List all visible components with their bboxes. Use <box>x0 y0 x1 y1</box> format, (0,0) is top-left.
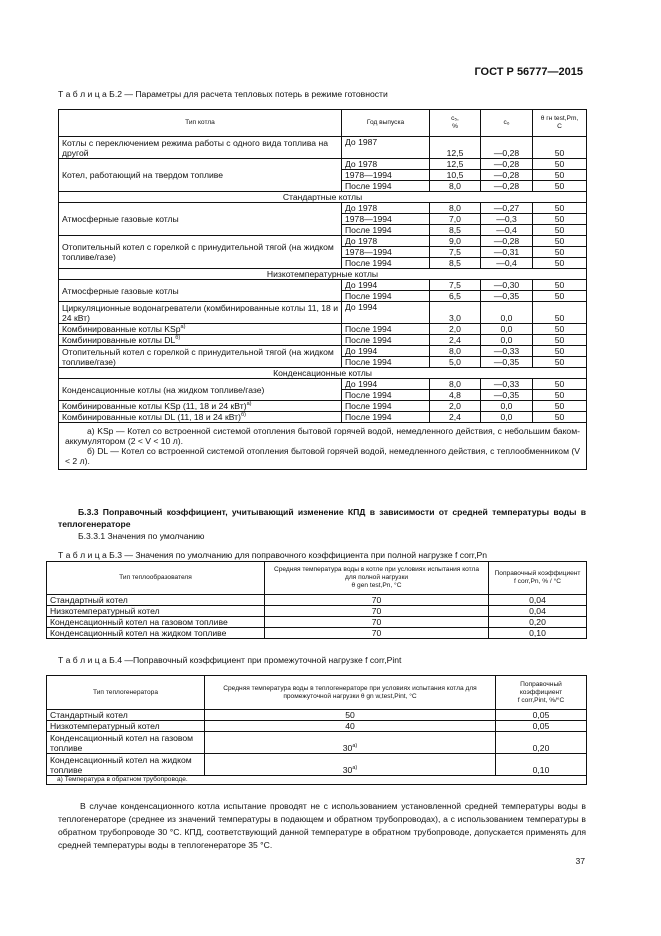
cell-c5: 12,5 <box>430 159 481 170</box>
cell-type: Стандартный котел <box>47 595 265 606</box>
cell-c5: 8,5 <box>430 258 481 269</box>
table-row <box>47 754 587 776</box>
table-row <box>47 617 587 628</box>
cell-coef: 0,05 <box>496 721 587 732</box>
col-header-temp: Средняя температура воды в котле при условиях испытания котла для полной нагрузки θ gen test,Pn, °C <box>265 562 489 595</box>
cell-theta: 50 <box>533 225 587 236</box>
section-row <box>59 269 587 280</box>
col-header-type: Тип теплогенератора <box>47 676 205 710</box>
table-b2 <box>58 109 587 470</box>
cell-c5: 4,8 <box>430 390 481 401</box>
cell-c6: —0,28 <box>481 137 533 159</box>
cell-temp: $30^{а)}$ <box>205 732 496 754</box>
cell-c6: 0,0 <box>481 401 533 412</box>
table-row <box>59 324 587 335</box>
cell-c5: 8,0 <box>430 346 481 357</box>
cell-c6: 0,0 <box>481 302 533 324</box>
col-header-year: Год выпуска <box>342 110 430 137</box>
cell-c5: 6,5 <box>430 291 481 302</box>
cell-year: До 1994 <box>342 302 430 324</box>
cell-year: До 1978 <box>342 203 430 214</box>
section-row <box>59 368 587 379</box>
cell-c6: 0,0 <box>481 335 533 346</box>
cell-c6: —0,28 <box>481 170 533 181</box>
cell-c6: —0,33 <box>481 379 533 390</box>
cell-c5: 7,5 <box>430 247 481 258</box>
cell-type: Конденсационный котел на газовом топливе <box>47 617 265 628</box>
table-notes-row <box>47 776 587 785</box>
row-name: Комбинированные котлы DL (11, 18 и 24 кВт)$^{б)}$ <box>59 412 342 423</box>
cell-type: Низкотемпературный котел <box>47 721 205 732</box>
cell-year: До 1994 <box>342 280 430 291</box>
cell-temp: 40 <box>205 721 496 732</box>
row-name: Отопительный котел с горелкой с принудительной тягой (на жидком топливе/газе) <box>59 236 342 269</box>
cell-theta: 50 <box>533 137 587 159</box>
col-header-type: Тип теплообразователя <box>47 562 265 595</box>
table-row <box>59 346 587 357</box>
cell-year: До 1994 <box>342 346 430 357</box>
cell-theta: 50 <box>533 335 587 346</box>
col-header-c6: c₆ <box>481 110 533 137</box>
cell-coef: 0,20 <box>489 617 587 628</box>
document-header: ГОСТ Р 56777—2015 <box>474 66 583 78</box>
section-standard-boilers: Стандартные котлы <box>59 192 587 203</box>
table-row <box>59 236 587 247</box>
row-name: Атмосферные газовые котлы <box>59 280 342 302</box>
closing-paragraph: В случае конденсационного котла испытание проводят не с использованием установленной средней температуры воды в теплогенераторе (среднее из значений температуры в подающем и обратном трубопроводах), а с использованием температуры в обратном трубопроводе 30 °С. КПД, соответствующий данной температуре в обратном трубопроводе, допускается применять для средней температуры воды в теплогенераторе 35 °С. <box>58 801 586 850</box>
section-low-temperature-boilers: Низкотемпературные котлы <box>59 269 587 280</box>
cell-c6: —0,27 <box>481 203 533 214</box>
cell-c6: —0,3 <box>481 214 533 225</box>
table-notes <box>59 423 587 470</box>
row-name: Циркуляционные водонагреватели (комбинированные котлы 11, 18 и 24 кВт) <box>59 302 342 324</box>
cell-c5: 8,0 <box>430 203 481 214</box>
row-name: Комбинированные котлы KSp (11, 18 и 24 кВт)$^{а)}$ <box>59 401 342 412</box>
cell-year: До 1994 <box>342 379 430 390</box>
table-row <box>59 379 587 390</box>
cell-year: До 1978 <box>342 159 430 170</box>
cell-coef: 0,10 <box>489 628 587 639</box>
cell-c5: 8,0 <box>430 379 481 390</box>
cell-theta: 50 <box>533 412 587 423</box>
cell-c5: 7,5 <box>430 280 481 291</box>
table-row <box>59 302 587 324</box>
cell-theta: 50 <box>533 401 587 412</box>
row-name: Конденсационные котлы (на жидком топливе/газе) <box>59 379 342 401</box>
table-row <box>59 137 587 159</box>
cell-theta: 50 <box>533 159 587 170</box>
cell-year: После 1994 <box>342 412 430 423</box>
col-header-coef: Поправочный коэффициент f corr,Pn, % / °C <box>489 562 587 595</box>
cell-coef: 0,10 <box>496 754 587 776</box>
cell-c6: —0,35 <box>481 390 533 401</box>
cell-c5: 2,4 <box>430 412 481 423</box>
table-b2-caption: Т а б л и ц а Б.2 — Параметры для расчета тепловых потерь в режиме готовности <box>58 89 388 99</box>
cell-year: До 1978 <box>342 236 430 247</box>
cell-year: 1978—1994 <box>342 214 430 225</box>
table-notes-row <box>59 423 587 470</box>
table-b3-caption: Т а б л и ц а Б.3 — Значения по умолчанию для поправочного коэффициента при полной нагрузке f corr,Pn <box>58 550 488 560</box>
table-b4-footnote: а) Температура в обратном трубопроводе. <box>47 776 587 785</box>
cell-coef: 0,04 <box>489 606 587 617</box>
cell-temp: $30^{а)}$ <box>205 754 496 776</box>
table-b4 <box>46 675 587 785</box>
col-header-temp: Средняя температура воды в теплогенераторе при условиях испытания котла для промежуточной нагрузки θ gn w,test,Pint, °C <box>205 676 496 710</box>
cell-year: После 1994 <box>342 291 430 302</box>
cell-c5: 2,0 <box>430 401 481 412</box>
cell-year: После 1994 <box>342 401 430 412</box>
cell-temp: 70 <box>265 628 489 639</box>
section-row <box>59 192 587 203</box>
cell-temp: 70 <box>265 606 489 617</box>
table-row <box>47 595 587 606</box>
cell-c6: —0,30 <box>481 280 533 291</box>
cell-year: 1978—1994 <box>342 247 430 258</box>
cell-temp: 70 <box>265 595 489 606</box>
table-row <box>47 628 587 639</box>
cell-theta: 50 <box>533 302 587 324</box>
table-header-row <box>47 562 587 595</box>
cell-c5: 2,0 <box>430 324 481 335</box>
cell-c5: 3,0 <box>430 302 481 324</box>
cell-year: До 1987 <box>342 137 430 159</box>
table-row <box>47 721 587 732</box>
cell-theta: 50 <box>533 170 587 181</box>
table-row <box>59 159 587 170</box>
col-header-theta: θ гн test,Pm, C <box>533 110 587 137</box>
cell-temp: 70 <box>265 617 489 628</box>
cell-theta: 50 <box>533 357 587 368</box>
cell-c6: —0,4 <box>481 225 533 236</box>
table-b3 <box>46 561 587 639</box>
cell-theta: 50 <box>533 236 587 247</box>
cell-c6: —0,31 <box>481 247 533 258</box>
cell-c5: 12,5 <box>430 137 481 159</box>
cell-c5: 8,0 <box>430 181 481 192</box>
cell-coef: 0,04 <box>489 595 587 606</box>
cell-year: После 1994 <box>342 335 430 346</box>
subsection-heading-b331: Б.3.3.1 Значения по умолчанию <box>78 531 205 541</box>
cell-c6: —0,35 <box>481 291 533 302</box>
cell-c6: —0,35 <box>481 357 533 368</box>
cell-c5: 10,5 <box>430 170 481 181</box>
table-header-row <box>59 110 587 137</box>
col-header-type: Тип котла <box>59 110 342 137</box>
cell-temp: 50 <box>205 710 496 721</box>
cell-c5: 5,0 <box>430 357 481 368</box>
cell-year: 1978—1994 <box>342 170 430 181</box>
cell-type: Стандартный котел <box>47 710 205 721</box>
cell-theta: 50 <box>533 390 587 401</box>
cell-type: Конденсационный котел на жидком топливе <box>47 628 265 639</box>
footnote-b: б) DL — Котел со встроенной системой отопления бытовой горячей водой, немедленного действия, с теплообменником (V < 2 л). <box>65 446 580 466</box>
cell-c6: —0,4 <box>481 258 533 269</box>
cell-theta: 50 <box>533 181 587 192</box>
row-name: Комбинированные котлы KSp$^{а)}$ <box>59 324 342 335</box>
table-b4-caption: Т а б л и ц а Б.4 —Поправочный коэффициент при промежуточной нагрузке f corr,Pint <box>58 655 402 665</box>
cell-year: После 1994 <box>342 225 430 236</box>
cell-theta: 50 <box>533 379 587 390</box>
table-row <box>59 335 587 346</box>
cell-year: После 1994 <box>342 324 430 335</box>
cell-c6: 0,0 <box>481 412 533 423</box>
cell-theta: 50 <box>533 203 587 214</box>
row-name: Атмосферные газовые котлы <box>59 203 342 236</box>
cell-c6: —0,33 <box>481 346 533 357</box>
page-number: 37 <box>575 856 585 866</box>
cell-c6: —0,28 <box>481 159 533 170</box>
cell-theta: 50 <box>533 214 587 225</box>
row-name: Котел, работающий на твердом топливе <box>59 159 342 192</box>
col-header-coef: Поправочный коэффициент f corr,Pint, %/°C <box>496 676 587 710</box>
table-row <box>59 401 587 412</box>
cell-theta: 50 <box>533 258 587 269</box>
cell-theta: 50 <box>533 247 587 258</box>
table-row <box>47 710 587 721</box>
table-row <box>59 412 587 423</box>
cell-type: Конденсационный котел на жидком топливе <box>47 754 205 776</box>
cell-type: Низкотемпературный котел <box>47 606 265 617</box>
cell-c5: 8,5 <box>430 225 481 236</box>
cell-theta: 50 <box>533 346 587 357</box>
cell-year: После 1994 <box>342 258 430 269</box>
cell-c5: 7,0 <box>430 214 481 225</box>
cell-c6: —0,28 <box>481 181 533 192</box>
footnote-a: а) KSp — Котел со встроенной системой отопления бытовой горячей водой, немедленного действия, с небольшим баком-аккумулятором (2 < V < 10 л). <box>65 426 580 446</box>
cell-c6: 0,0 <box>481 324 533 335</box>
section-condensing-boilers: Конденсационные котлы <box>59 368 587 379</box>
cell-year: После 1994 <box>342 357 430 368</box>
section-heading-b33: Б.3.3 Поправочный коэффициент, учитывающий изменение КПД в зависимости от средней температуры воды в теплогенераторе <box>58 507 586 529</box>
cell-c5: 9,0 <box>430 236 481 247</box>
cell-year: После 1994 <box>342 181 430 192</box>
cell-coef: 0,20 <box>496 732 587 754</box>
cell-theta: 50 <box>533 291 587 302</box>
table-row <box>59 280 587 291</box>
cell-theta: 50 <box>533 280 587 291</box>
table-row <box>47 606 587 617</box>
cell-theta: 50 <box>533 324 587 335</box>
table-header-row <box>47 676 587 710</box>
cell-year: После 1994 <box>342 390 430 401</box>
table-row <box>59 203 587 214</box>
cell-c6: —0,28 <box>481 236 533 247</box>
col-header-c5: c₅, % <box>430 110 481 137</box>
row-name: Отопительный котел с горелкой с принудительной тягой (на жидком топливе/газе) <box>59 346 342 368</box>
cell-type: Конденсационный котел на газовом топливе <box>47 732 205 754</box>
cell-c5: 2,4 <box>430 335 481 346</box>
table-row <box>47 732 587 754</box>
cell-coef: 0,05 <box>496 710 587 721</box>
row-name: Комбинированные котлы $DL^{б)}$ <box>59 335 342 346</box>
row-name: Котлы с переключением режима работы с одного вида топлива на другой <box>59 137 342 159</box>
